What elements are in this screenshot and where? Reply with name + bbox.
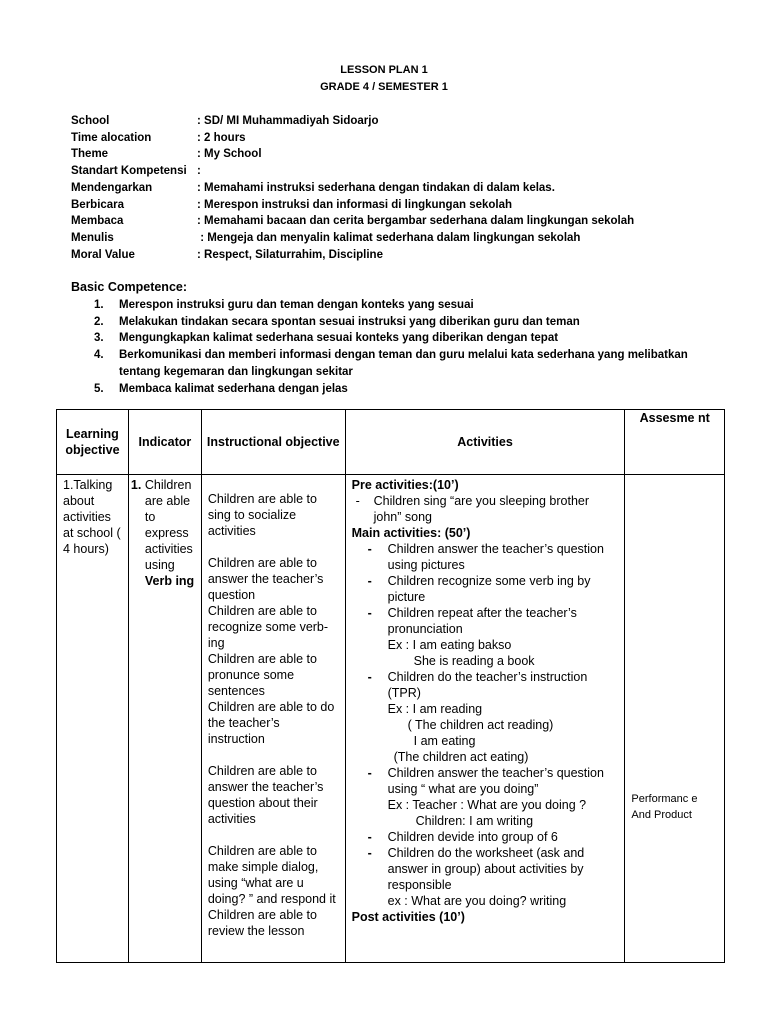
info-row-theme: Theme : My School <box>71 148 262 161</box>
example-line: ex : What are you doing? writing <box>387 894 567 908</box>
io-item: Children are able to do the teacher’s instruction <box>207 700 335 746</box>
list-item: 2. Melakukan tindakan secara spontan sesuai instruksi yang diberikan guru dan teman <box>94 315 580 328</box>
lesson-info <box>71 113 634 263</box>
header-instructional-objective: Instructional objective <box>201 410 345 475</box>
indicator-text: Children are able to express activities using <box>144 478 193 572</box>
pre-activities-heading: Pre activities:(10’) <box>351 478 459 492</box>
info-row-moral: Moral Value : Respect, Silaturrahim, Discipline <box>71 248 383 261</box>
io-item: Children are able to answer the teacher’s question about their activities <box>207 764 324 826</box>
header-learning-objective: Learning objective <box>57 410 129 475</box>
header-assessment: Assesme nt <box>625 410 725 475</box>
example-line: She is reading a book <box>413 654 535 668</box>
indicator-bold-text: Verb ing <box>144 574 195 588</box>
cell-indicator <box>128 475 201 963</box>
list-item: - Children sing “are you sleeping brother john” song <box>352 493 619 525</box>
dash-bullet: - <box>367 830 372 844</box>
list-item: - Children repeat after the teacher’s pronunciation <box>367 606 577 636</box>
main-activities-heading: Main activities: (50’) <box>351 526 471 540</box>
dash-bullet: - <box>367 606 372 620</box>
io-item: Children are able to answer the teacher’s question <box>207 556 324 602</box>
list-item: - Children do the worksheet (ask and answer in group) about activities by responsible <box>367 846 585 892</box>
dash-bullet: - <box>367 542 372 556</box>
info-row-membaca: Membaca : Memahami bacaan dan cerita bergambar sederhana dalam lingkungan sekolah <box>71 215 635 228</box>
table-header-row <box>57 410 725 475</box>
io-item: Children are able to recognize some verb-ing <box>207 604 329 650</box>
list-item: - Children answer the teacher’s question using “ what are you doing” <box>367 766 604 796</box>
basic-competence-list <box>94 297 694 397</box>
table-row <box>57 475 725 963</box>
cell-activities <box>345 475 625 963</box>
io-item: Children are able to make simple dialog, using “what are u doing? ” and respond it <box>207 844 336 906</box>
dash-bullet: - <box>355 494 360 508</box>
page-title: LESSON PLAN 1 <box>340 64 428 76</box>
example-line: Ex : I am eating bakso <box>387 638 512 652</box>
main-activities-list <box>352 541 619 909</box>
cell-learning-objective: 1.Talking about activities at school ( 4 hours) <box>57 475 129 963</box>
list-item: 5. Membaca kalimat sederhana dengan jelas <box>94 382 348 395</box>
list-item: - Children devide into group of 6 <box>367 830 558 844</box>
example-line: (The children act eating) <box>393 750 529 764</box>
info-row-berbicara: Berbicara : Merespon instruksi dan informasi di lingkungan sekolah <box>71 198 513 211</box>
dash-bullet: - <box>367 670 372 684</box>
basic-competence-heading: Basic Competence: <box>71 280 188 294</box>
info-row-time: Time alocation : 2 hours <box>71 131 246 144</box>
dash-bullet: - <box>367 574 372 588</box>
example-line: Ex : Teacher : What are you doing ? <box>387 798 587 812</box>
lesson-table <box>56 409 725 963</box>
post-activities-heading: Post activities (10’) <box>351 910 465 924</box>
page-subtitle: GRADE 4 / SEMESTER 1 <box>320 81 448 93</box>
io-item: Children are able to sing to socialize activities <box>207 492 317 538</box>
example-line: Children: I am writing <box>415 814 534 828</box>
cell-instructional-objective <box>201 475 345 963</box>
cell-assessment: Performanc e And Product <box>625 475 725 963</box>
list-item: 1. Merespon instruksi guru dan teman dengan konteks yang sesuai <box>94 299 474 311</box>
example-line: I am eating <box>413 734 476 748</box>
header-indicator: Indicator <box>128 410 201 475</box>
example-line: ( The children act reading) <box>407 718 554 732</box>
list-item: - Children do the teacher’s instruction (TPR) <box>367 670 588 700</box>
example-line: Ex : I am reading <box>387 702 483 716</box>
info-row-menulis: Menulis : Mengeja dan menyalin kalimat sederhana dalam lingkungan sekolah <box>71 231 581 244</box>
list-item: 4. Berkomunikasi dan memberi informasi dengan teman dan guru melalui kata sederhana yang melibatkan tentang kegemaran dan lingkungan sekitar <box>94 349 688 378</box>
dash-bullet: - <box>367 846 372 860</box>
indicator-number: 1. <box>130 478 142 492</box>
list-item: 3. Mengungkapkan kalimat sederhana sesuai konteks yang diberikan dengan tepat <box>94 332 559 345</box>
info-row-school: School : SD/ MI Muhammadiyah Sidoarjo <box>71 115 379 127</box>
io-item: Children are able to review the lesson <box>207 908 317 938</box>
dash-bullet: - <box>367 766 372 780</box>
info-row-mendengarkan: Mendengarkan : Memahami instruksi sederhana dengan tindakan di dalam kelas. <box>71 181 555 194</box>
list-item: - Children recognize some verb ing by picture <box>367 574 591 604</box>
header-activities: Activities <box>345 410 625 475</box>
info-row-standart: Standart Kompetensi : <box>71 165 201 178</box>
io-item: Children are able to pronunce some sentences <box>207 652 317 698</box>
list-item: - Children answer the teacher’s question using pictures <box>367 542 604 572</box>
